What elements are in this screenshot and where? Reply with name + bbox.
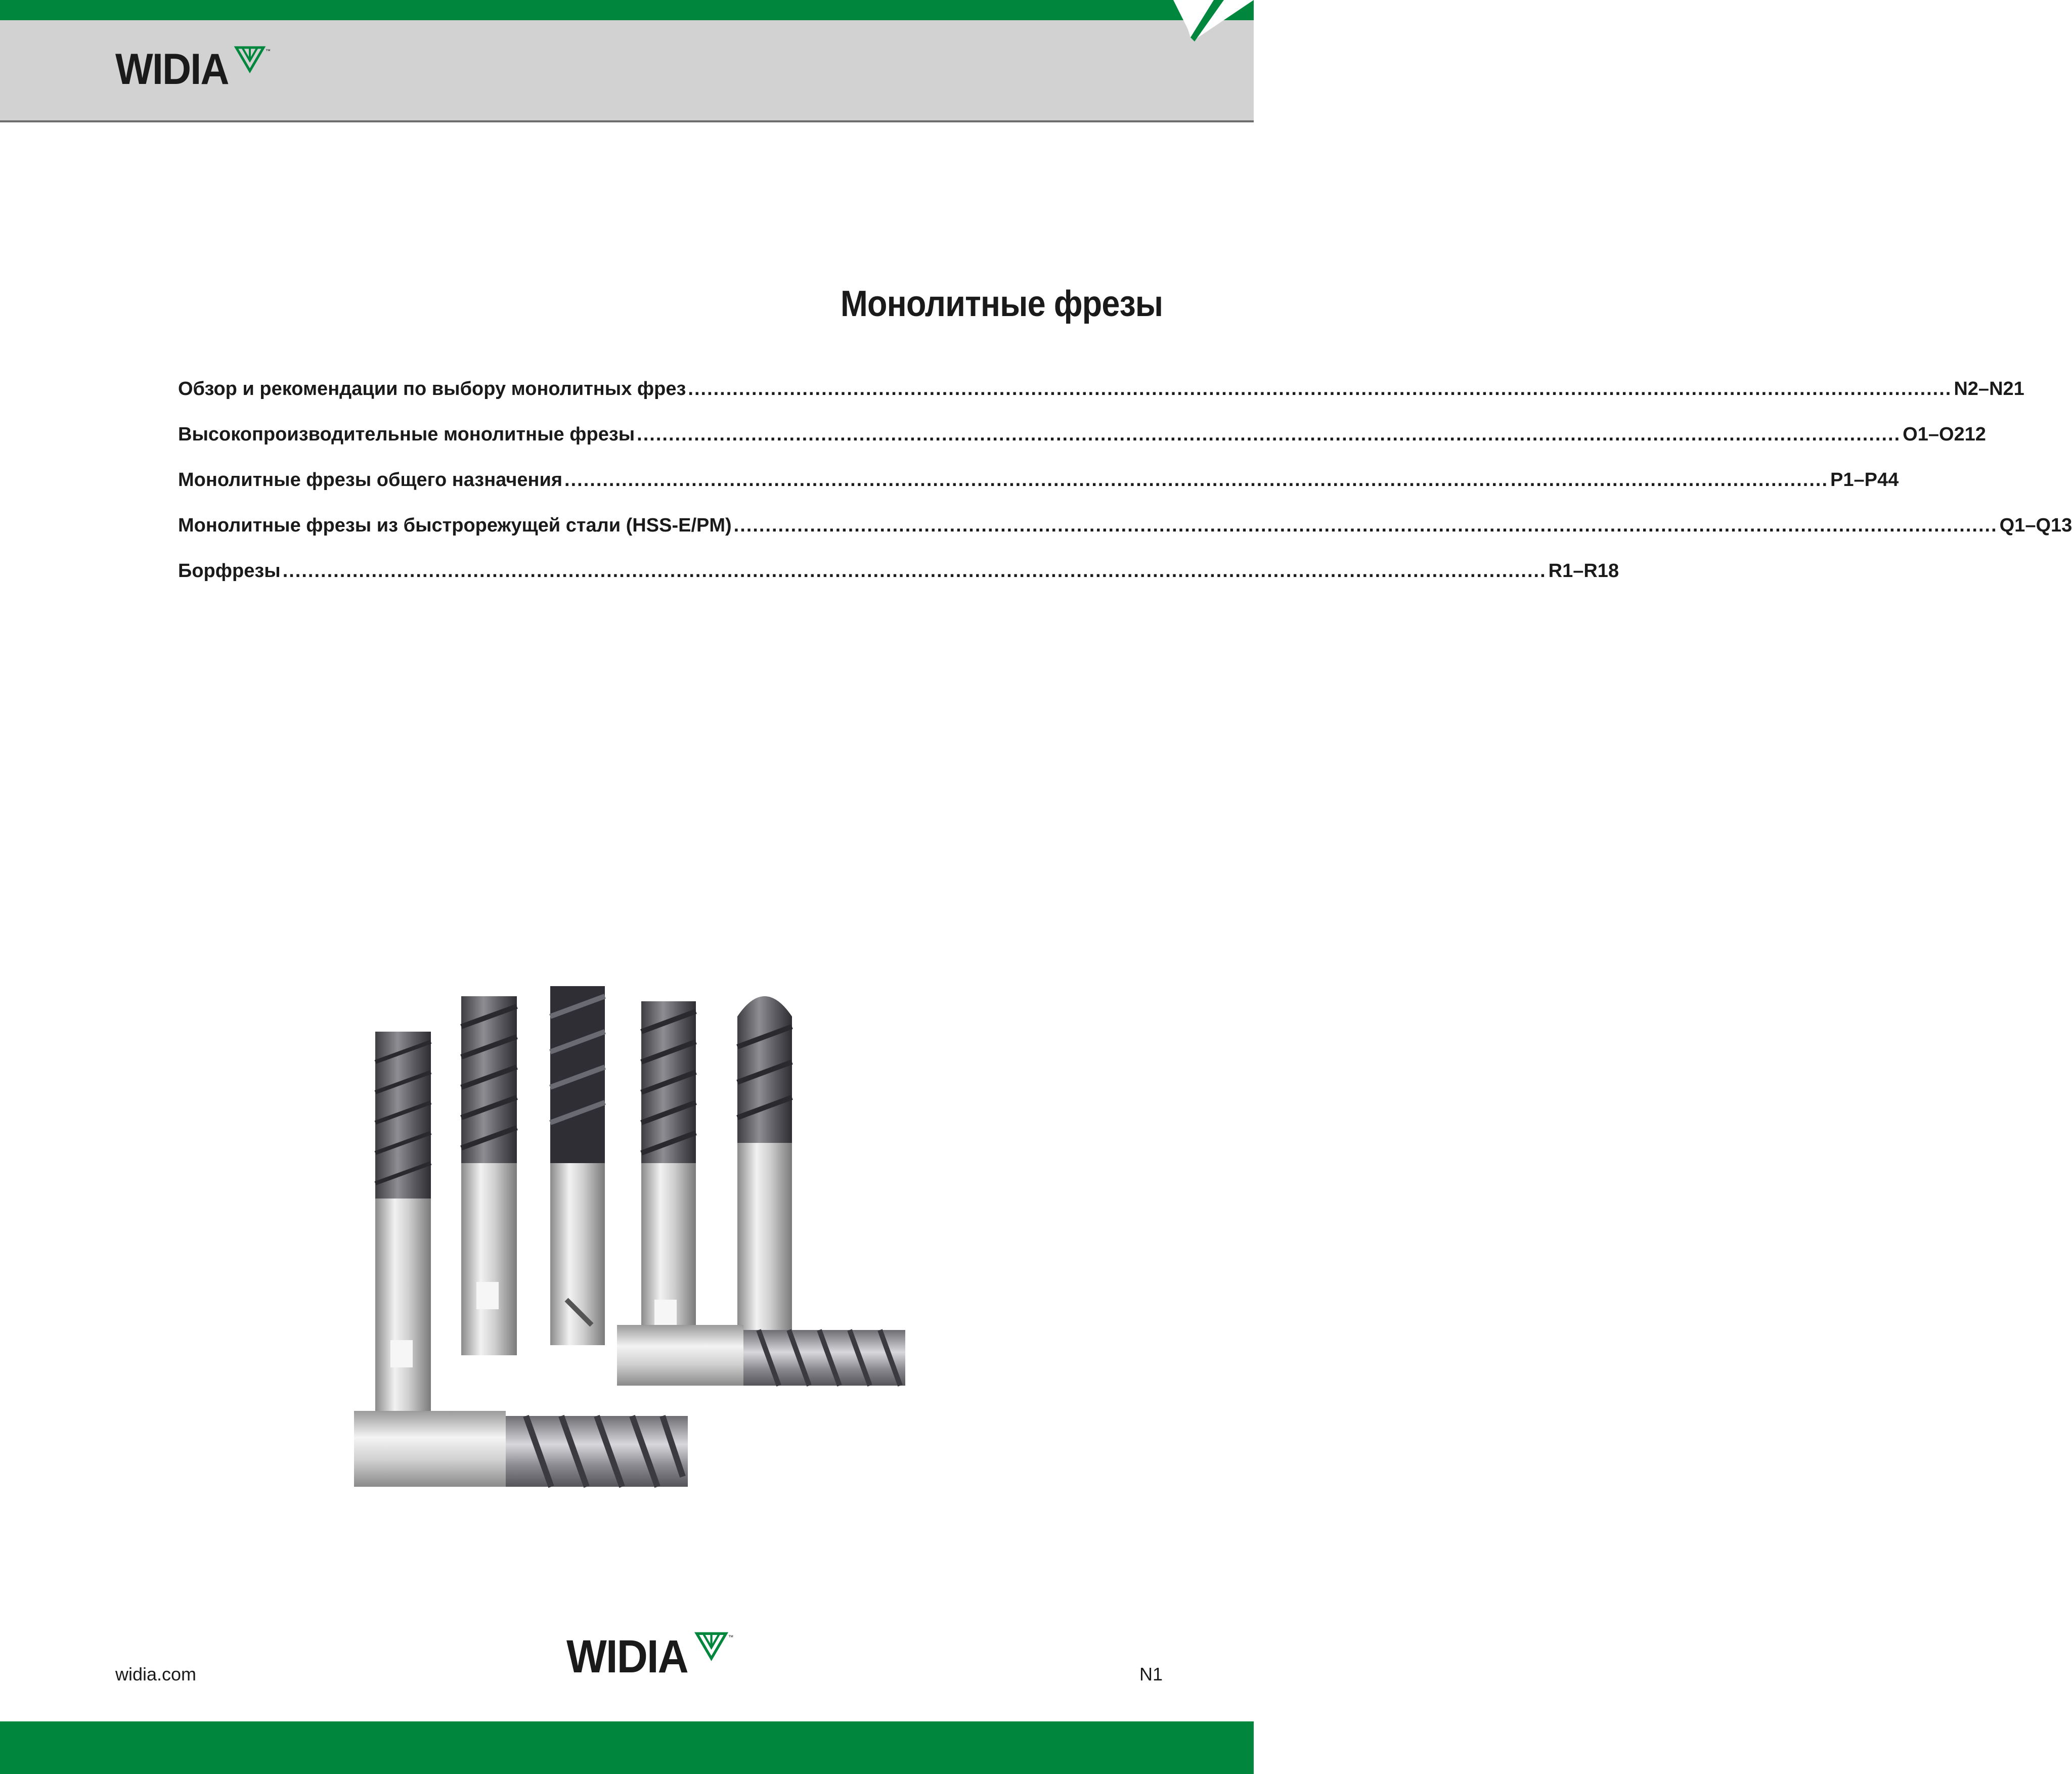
widia-triangle-logo-icon [694, 1631, 735, 1663]
toc-leader-dots: ....................................................................................................................................................................................................... [637, 424, 1901, 445]
toc-label: Высокопроизводительные монолитные фрезы [178, 424, 635, 445]
svg-text:™: ™ [728, 1634, 734, 1640]
page-number: N1 [1139, 1664, 1163, 1684]
header-logo [115, 47, 272, 92]
toc-pages: Q1–Q13 [1999, 515, 2072, 536]
end-mill-4 [641, 1001, 696, 1376]
footer-logo [566, 1632, 735, 1681]
end-mills-photo [354, 976, 961, 1613]
end-mill-1 [375, 1032, 431, 1431]
toc-row[interactable] [178, 424, 1986, 469]
end-mill-3 [550, 986, 605, 1345]
svg-text:™: ™ [266, 49, 271, 54]
table-of-contents [178, 378, 2072, 606]
toc-row[interactable] [178, 560, 1619, 606]
toc-label: Борфрезы [178, 560, 281, 582]
end-mill-5 [737, 996, 792, 1345]
toc-label: Монолитные фрезы общего назначения [178, 469, 563, 491]
footer-url[interactable]: widia.com [115, 1664, 197, 1684]
section-title: Монолитные фрезы [840, 284, 1163, 324]
widia-triangle-logo-icon [234, 46, 272, 75]
toc-label: Обзор и рекомендации по выбору монолитных фрез [178, 378, 686, 400]
toc-pages: R1–R18 [1548, 560, 1619, 582]
bottom-green-stripe [0, 1721, 1254, 1774]
end-mill-2 [461, 996, 517, 1355]
toc-leader-dots: ....................................................................................................................................................................................................... [733, 515, 1998, 536]
end-mill-horizontal-back [617, 1325, 905, 1386]
toc-pages: O1–O212 [1903, 424, 1986, 445]
toc-row[interactable] [178, 515, 2072, 560]
toc-pages: N2–N21 [1954, 378, 2024, 400]
toc-row[interactable] [178, 469, 1899, 515]
top-green-stripe [0, 0, 1254, 20]
toc-leader-dots: ....................................................................................................................................................................................................... [564, 469, 1828, 491]
toc-pages: P1–P44 [1830, 469, 1899, 491]
logo-wordmark: WIDIA [566, 1631, 688, 1682]
toc-row[interactable] [178, 378, 2024, 424]
corner-tab-icon [1163, 0, 1254, 46]
toc-leader-dots: ....................................................................................................................................................................................................... [282, 560, 1547, 582]
toc-label: Монолитные фрезы из быстрорежущей стали (HSS-E/PM) [178, 515, 732, 536]
end-mill-horizontal-front [354, 1411, 688, 1487]
toc-leader-dots: ....................................................................................................................................................................................................... [688, 378, 1952, 400]
logo-wordmark: WIDIA [115, 45, 229, 94]
